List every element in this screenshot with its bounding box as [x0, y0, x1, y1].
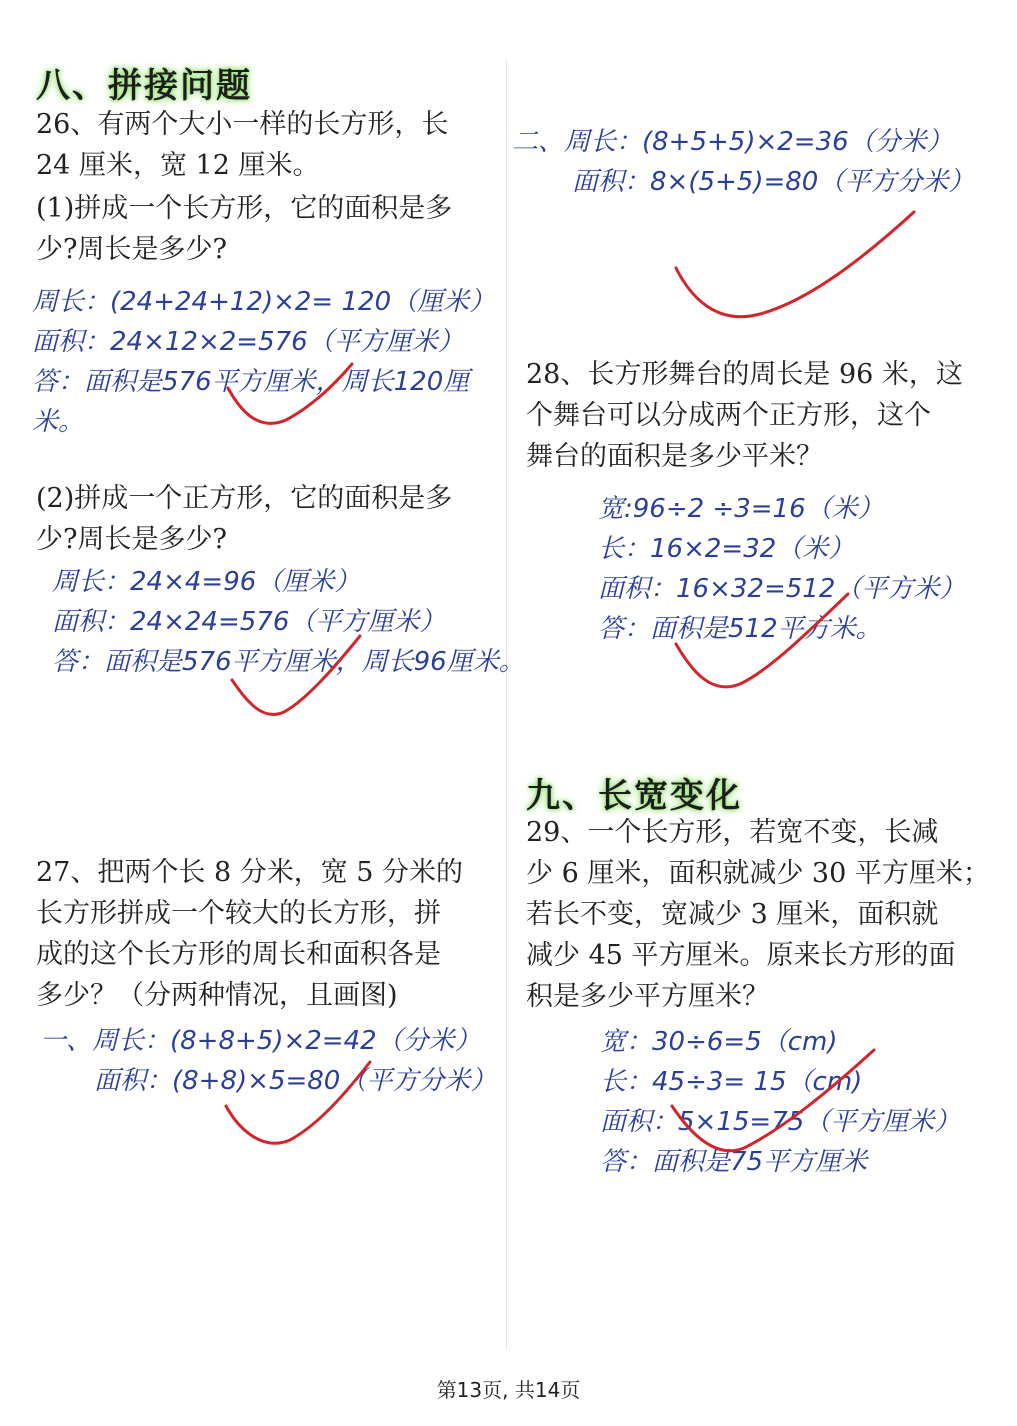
answer-line: 答：面积是576平方厘米，周长120厘: [32, 367, 470, 397]
question-line: 积是多少平方厘米？: [526, 981, 769, 1012]
question-line: 若长不变，宽减少 3 厘米，面积就: [526, 899, 939, 930]
answer-line: 面积：24×12×2=576（平方厘米）: [32, 327, 464, 357]
question-29-text: [526, 812, 990, 1017]
question-line: 少?周长是多少?: [36, 234, 227, 265]
answer-27-case1: [40, 1021, 496, 1101]
answer-line: 宽:96÷2 ÷3=16（米）: [598, 494, 884, 524]
answer-26-part2: [52, 562, 525, 682]
question-line: 28、长方形舞台的周长是 96 米，这: [526, 359, 963, 390]
question-line: (1)拼成一个长方形，它的面积是多: [36, 193, 453, 224]
question-line: 多少？（分两种情况，且画图): [36, 980, 398, 1011]
question-26-text: [36, 104, 448, 186]
section-heading-splicing: 八、拼接问题: [36, 66, 252, 106]
question-line: 少?周长是多少?: [36, 524, 227, 555]
answer-line: 二、周长：(8+5+5)×2=36（分米）: [512, 127, 953, 157]
answer-line: 答：面积是75平方厘米: [600, 1147, 868, 1177]
question-line: 个舞台可以分成两个正方形，这个: [526, 400, 931, 431]
question-line: 减少 45 平方厘米。原来长方形的面: [526, 940, 956, 971]
section-heading-dimension-change: 九、长宽变化: [526, 776, 742, 816]
answer-26-part1: [32, 282, 495, 442]
answer-line: 长：16×2=32（米）: [598, 534, 855, 564]
answer-line: 面积：8×(5+5)=80（平方分米）: [572, 167, 975, 197]
answer-line: 宽：30÷6=5（cm): [600, 1027, 838, 1057]
answer-line: 米。: [32, 407, 85, 437]
question-28-text: [526, 354, 963, 477]
question-26-part2: [36, 478, 452, 560]
question-line: 27、把两个长 8 分米，宽 5 分米的: [36, 857, 464, 888]
answer-28: [598, 489, 965, 649]
question-line: 成的这个长方形的周长和面积各是: [36, 939, 441, 970]
question-line: (2)拼成一个正方形，它的面积是多: [36, 483, 453, 514]
answer-line: 面积：16×32=512（平方米）: [598, 574, 966, 604]
answer-line: 周长：(24+24+12)×2= 120（厘米）: [32, 287, 496, 317]
answer-line: 面积：5×15=75（平方厘米）: [600, 1107, 961, 1137]
answer-line: 一、周长：(8+8+5)×2=42（分米）: [40, 1026, 481, 1056]
answer-line: 面积：(8+8)×5=80（平方分米）: [94, 1066, 497, 1096]
column-divider: [506, 60, 507, 1350]
page-footer: 第13页, 共14页: [436, 1378, 581, 1402]
check-mark-icon: [676, 212, 914, 317]
answer-line: 答：面积是576平方厘米，周长96厘米。: [52, 647, 525, 677]
question-26-part1: [36, 188, 452, 270]
answer-line: 周长：24×4=96（厘米）: [52, 567, 361, 597]
question-line: 舞台的面积是多少平米？: [526, 441, 823, 472]
question-line: 24 厘米，宽 12 厘米。: [36, 150, 320, 181]
question-line: 29、一个长方形，若宽不变，长减: [526, 817, 939, 848]
answer-line: 面积：24×24=576（平方厘米）: [52, 607, 446, 637]
answer-27-case2: [512, 122, 974, 202]
question-27-text: [36, 852, 463, 1016]
question-line: 26、有两个大小一样的长方形，长: [36, 109, 449, 140]
answer-line: 答：面积是512平方米。: [598, 614, 882, 644]
question-line: 长方形拼成一个较大的长方形，拼: [36, 898, 441, 929]
answer-29: [600, 1022, 960, 1182]
answer-line: 长：45÷3= 15（cm): [600, 1067, 863, 1097]
question-line: 少 6 厘米，面积就减少 30 平方厘米；: [526, 858, 990, 889]
